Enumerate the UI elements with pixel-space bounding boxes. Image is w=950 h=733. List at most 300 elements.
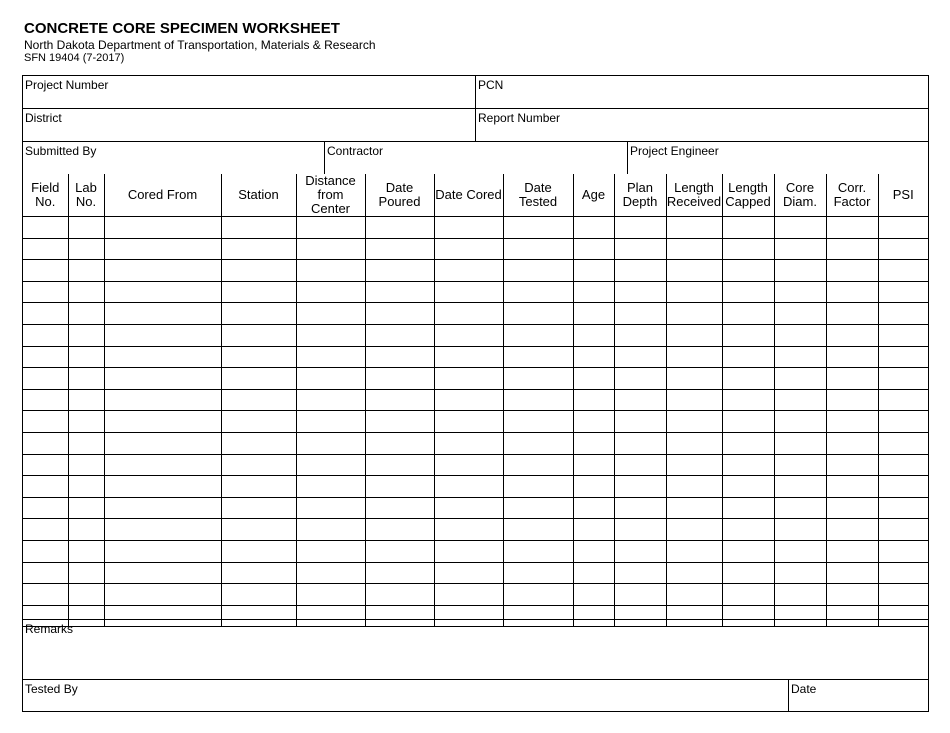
- table-cell[interactable]: [296, 260, 365, 282]
- table-cell[interactable]: [503, 519, 573, 541]
- table-cell[interactable]: [68, 497, 104, 519]
- table-cell[interactable]: [365, 497, 434, 519]
- table-cell[interactable]: [878, 389, 928, 411]
- table-cell[interactable]: [365, 217, 434, 239]
- remarks-field[interactable]: [23, 619, 928, 680]
- table-cell[interactable]: [104, 562, 221, 584]
- table-cell[interactable]: [23, 540, 68, 562]
- table-cell[interactable]: [573, 584, 614, 606]
- project-number-field[interactable]: [23, 76, 475, 108]
- table-cell[interactable]: [365, 346, 434, 368]
- table-cell[interactable]: [503, 411, 573, 433]
- table-cell[interactable]: [722, 519, 774, 541]
- table-cell[interactable]: [666, 238, 722, 260]
- date-field[interactable]: [788, 680, 928, 711]
- table-cell[interactable]: [296, 432, 365, 454]
- table-cell[interactable]: [614, 281, 666, 303]
- table-cell[interactable]: [104, 217, 221, 239]
- table-cell[interactable]: [614, 217, 666, 239]
- table-cell[interactable]: [68, 303, 104, 325]
- table-cell[interactable]: [614, 411, 666, 433]
- table-cell[interactable]: [774, 411, 826, 433]
- table-cell[interactable]: [614, 260, 666, 282]
- table-cell[interactable]: [23, 324, 68, 346]
- tested-by-field[interactable]: [23, 680, 788, 711]
- table-cell[interactable]: [666, 303, 722, 325]
- table-cell[interactable]: [221, 411, 296, 433]
- project-engineer-field[interactable]: [627, 142, 928, 174]
- table-cell[interactable]: [503, 324, 573, 346]
- table-cell[interactable]: [826, 411, 878, 433]
- contractor-label: Contractor: [327, 144, 384, 158]
- table-cell[interactable]: [573, 411, 614, 433]
- table-cell[interactable]: [826, 260, 878, 282]
- table-cell[interactable]: [666, 368, 722, 390]
- table-cell[interactable]: [614, 303, 666, 325]
- form-number: SFN 19404 (7-2017): [24, 52, 125, 64]
- table-cell[interactable]: [434, 411, 503, 433]
- table-cell[interactable]: [826, 389, 878, 411]
- table-cell[interactable]: [774, 238, 826, 260]
- worksheet-form: [22, 75, 929, 712]
- table-cell[interactable]: [221, 476, 296, 498]
- table-cell[interactable]: [68, 519, 104, 541]
- table-cell[interactable]: [878, 497, 928, 519]
- table-cell[interactable]: [68, 476, 104, 498]
- table-cell[interactable]: [23, 562, 68, 584]
- table-cell[interactable]: [614, 346, 666, 368]
- table-cell[interactable]: [826, 432, 878, 454]
- table-cell[interactable]: [878, 324, 928, 346]
- table-cell[interactable]: [573, 432, 614, 454]
- table-cell[interactable]: [296, 346, 365, 368]
- table-cell[interactable]: [296, 368, 365, 390]
- table-cell[interactable]: [23, 389, 68, 411]
- table-cell[interactable]: [503, 346, 573, 368]
- table-cell[interactable]: [434, 519, 503, 541]
- table-cell[interactable]: [296, 519, 365, 541]
- table-cell[interactable]: [826, 281, 878, 303]
- info-row-1: [23, 76, 928, 109]
- table-cell[interactable]: [68, 346, 104, 368]
- table-cell[interactable]: [774, 368, 826, 390]
- table-cell[interactable]: [68, 324, 104, 346]
- table-cell[interactable]: [221, 497, 296, 519]
- table-cell[interactable]: [23, 238, 68, 260]
- table-cell[interactable]: [878, 411, 928, 433]
- table-cell[interactable]: [614, 238, 666, 260]
- column-header-date-cored: Date Cored: [434, 174, 503, 217]
- table-cell[interactable]: [573, 519, 614, 541]
- table-cell[interactable]: [365, 476, 434, 498]
- table-cell[interactable]: [104, 497, 221, 519]
- table-cell[interactable]: [573, 260, 614, 282]
- table-cell[interactable]: [878, 562, 928, 584]
- table-cell[interactable]: [666, 584, 722, 606]
- table-cell[interactable]: [23, 368, 68, 390]
- table-cell[interactable]: [296, 476, 365, 498]
- table-cell[interactable]: [365, 540, 434, 562]
- table-cell[interactable]: [722, 389, 774, 411]
- table-cell[interactable]: [68, 217, 104, 239]
- table-cell[interactable]: [878, 519, 928, 541]
- table-cell[interactable]: [365, 238, 434, 260]
- table-cell[interactable]: [722, 217, 774, 239]
- table-cell[interactable]: [104, 584, 221, 606]
- table-cell[interactable]: [221, 238, 296, 260]
- table-cell[interactable]: [774, 324, 826, 346]
- table-cell[interactable]: [434, 432, 503, 454]
- table-cell[interactable]: [104, 540, 221, 562]
- table-cell[interactable]: [666, 476, 722, 498]
- table-cell[interactable]: [774, 562, 826, 584]
- table-cell[interactable]: [666, 454, 722, 476]
- table-cell[interactable]: [614, 497, 666, 519]
- table-row: [23, 476, 928, 498]
- project-engineer-label: Project Engineer: [630, 144, 719, 158]
- table-cell[interactable]: [774, 217, 826, 239]
- table-cell[interactable]: [104, 454, 221, 476]
- table-cell[interactable]: [221, 260, 296, 282]
- table-cell[interactable]: [614, 389, 666, 411]
- table-cell[interactable]: [666, 281, 722, 303]
- table-cell[interactable]: [365, 519, 434, 541]
- submitted-by-field[interactable]: [23, 142, 324, 174]
- table-cell[interactable]: [774, 432, 826, 454]
- report-number-field[interactable]: [475, 109, 928, 141]
- table-cell[interactable]: [503, 368, 573, 390]
- table-cell[interactable]: [221, 368, 296, 390]
- table-row: [23, 454, 928, 476]
- table-cell[interactable]: [573, 324, 614, 346]
- table-cell[interactable]: [104, 260, 221, 282]
- table-cell[interactable]: [878, 217, 928, 239]
- table-cell[interactable]: [221, 303, 296, 325]
- table-cell[interactable]: [23, 584, 68, 606]
- table-cell[interactable]: [722, 454, 774, 476]
- table-cell[interactable]: [23, 476, 68, 498]
- table-cell[interactable]: [296, 584, 365, 606]
- table-cell[interactable]: [666, 346, 722, 368]
- table-cell[interactable]: [23, 454, 68, 476]
- table-cell[interactable]: [23, 346, 68, 368]
- table-cell[interactable]: [722, 432, 774, 454]
- table-cell[interactable]: [434, 281, 503, 303]
- column-header-date-tested: Date Tested: [503, 174, 573, 217]
- table-cell[interactable]: [878, 238, 928, 260]
- table-cell[interactable]: [573, 476, 614, 498]
- table-cell[interactable]: [666, 217, 722, 239]
- table-cell[interactable]: [774, 519, 826, 541]
- table-cell[interactable]: [434, 389, 503, 411]
- table-cell[interactable]: [434, 346, 503, 368]
- table-cell[interactable]: [878, 346, 928, 368]
- table-cell[interactable]: [434, 562, 503, 584]
- table-cell[interactable]: [614, 562, 666, 584]
- table-cell[interactable]: [23, 217, 68, 239]
- table-cell[interactable]: [722, 324, 774, 346]
- table-cell[interactable]: [573, 497, 614, 519]
- table-cell[interactable]: [774, 346, 826, 368]
- table-cell[interactable]: [826, 368, 878, 390]
- table-cell[interactable]: [296, 389, 365, 411]
- table-cell[interactable]: [503, 584, 573, 606]
- table-cell[interactable]: [221, 584, 296, 606]
- table-cell[interactable]: [774, 497, 826, 519]
- table-cell[interactable]: [878, 540, 928, 562]
- table-cell[interactable]: [573, 389, 614, 411]
- table-cell[interactable]: [722, 540, 774, 562]
- table-cell[interactable]: [573, 562, 614, 584]
- table-cell[interactable]: [614, 454, 666, 476]
- table-cell[interactable]: [365, 260, 434, 282]
- table-cell[interactable]: [774, 476, 826, 498]
- table-cell[interactable]: [878, 432, 928, 454]
- table-cell[interactable]: [774, 540, 826, 562]
- table-cell[interactable]: [614, 368, 666, 390]
- table-cell[interactable]: [666, 497, 722, 519]
- table-cell[interactable]: [878, 454, 928, 476]
- table-cell[interactable]: [722, 368, 774, 390]
- column-header-corr-factor: Corr. Factor: [826, 174, 878, 217]
- table-cell[interactable]: [774, 454, 826, 476]
- table-cell[interactable]: [614, 519, 666, 541]
- table-cell[interactable]: [221, 454, 296, 476]
- table-cell[interactable]: [434, 584, 503, 606]
- table-cell[interactable]: [68, 562, 104, 584]
- table-cell[interactable]: [104, 411, 221, 433]
- table-cell[interactable]: [666, 411, 722, 433]
- contractor-field[interactable]: [324, 142, 627, 174]
- table-cell[interactable]: [104, 368, 221, 390]
- table-cell[interactable]: [104, 324, 221, 346]
- table-cell[interactable]: [296, 562, 365, 584]
- table-cell[interactable]: [68, 432, 104, 454]
- table-cell[interactable]: [503, 260, 573, 282]
- table-cell[interactable]: [365, 432, 434, 454]
- table-cell[interactable]: [722, 281, 774, 303]
- table-cell[interactable]: [878, 476, 928, 498]
- table-cell[interactable]: [434, 303, 503, 325]
- table-cell[interactable]: [826, 562, 878, 584]
- table-cell[interactable]: [774, 281, 826, 303]
- table-cell[interactable]: [826, 540, 878, 562]
- table-cell[interactable]: [503, 562, 573, 584]
- table-cell[interactable]: [365, 389, 434, 411]
- table-cell[interactable]: [434, 324, 503, 346]
- table-cell[interactable]: [826, 217, 878, 239]
- table-cell[interactable]: [722, 562, 774, 584]
- table-cell[interactable]: [826, 238, 878, 260]
- table-cell[interactable]: [68, 238, 104, 260]
- table-cell[interactable]: [68, 368, 104, 390]
- table-cell[interactable]: [296, 540, 365, 562]
- table-cell[interactable]: [434, 540, 503, 562]
- table-row: [23, 217, 928, 239]
- table-cell[interactable]: [826, 346, 878, 368]
- table-cell[interactable]: [722, 303, 774, 325]
- table-cell[interactable]: [104, 389, 221, 411]
- table-cell[interactable]: [434, 497, 503, 519]
- table-cell[interactable]: [722, 238, 774, 260]
- table-cell[interactable]: [573, 217, 614, 239]
- pcn-field[interactable]: [475, 76, 928, 108]
- table-cell[interactable]: [296, 217, 365, 239]
- table-cell[interactable]: [774, 389, 826, 411]
- table-cell[interactable]: [296, 454, 365, 476]
- table-cell[interactable]: [503, 238, 573, 260]
- table-cell[interactable]: [878, 281, 928, 303]
- table-cell[interactable]: [722, 476, 774, 498]
- table-cell[interactable]: [365, 411, 434, 433]
- table-cell[interactable]: [296, 411, 365, 433]
- table-cell[interactable]: [826, 476, 878, 498]
- table-cell[interactable]: [503, 432, 573, 454]
- table-cell[interactable]: [573, 238, 614, 260]
- table-cell[interactable]: [23, 432, 68, 454]
- table-cell[interactable]: [365, 303, 434, 325]
- table-cell[interactable]: [666, 540, 722, 562]
- table-cell[interactable]: [573, 303, 614, 325]
- table-cell[interactable]: [503, 389, 573, 411]
- table-cell[interactable]: [221, 540, 296, 562]
- table-cell[interactable]: [23, 303, 68, 325]
- table-header-row: [23, 174, 928, 217]
- table-cell[interactable]: [365, 368, 434, 390]
- table-cell[interactable]: [666, 432, 722, 454]
- table-cell[interactable]: [614, 432, 666, 454]
- table-cell[interactable]: [221, 217, 296, 239]
- table-cell[interactable]: [573, 368, 614, 390]
- table-cell[interactable]: [104, 303, 221, 325]
- table-cell[interactable]: [503, 454, 573, 476]
- table-cell[interactable]: [878, 260, 928, 282]
- table-cell[interactable]: [614, 324, 666, 346]
- table-cell[interactable]: [826, 324, 878, 346]
- table-cell[interactable]: [365, 562, 434, 584]
- table-cell[interactable]: [104, 519, 221, 541]
- table-cell[interactable]: [774, 260, 826, 282]
- table-cell[interactable]: [221, 281, 296, 303]
- table-cell[interactable]: [503, 540, 573, 562]
- table-cell[interactable]: [573, 281, 614, 303]
- table-cell[interactable]: [104, 281, 221, 303]
- table-cell[interactable]: [666, 562, 722, 584]
- table-cell[interactable]: [826, 497, 878, 519]
- table-cell[interactable]: [878, 584, 928, 606]
- table-cell[interactable]: [666, 519, 722, 541]
- table-cell[interactable]: [503, 476, 573, 498]
- table-cell[interactable]: [221, 562, 296, 584]
- table-cell[interactable]: [434, 217, 503, 239]
- info-row-2: [23, 109, 928, 142]
- table-cell[interactable]: [221, 432, 296, 454]
- table-cell[interactable]: [68, 281, 104, 303]
- table-cell[interactable]: [666, 324, 722, 346]
- table-cell[interactable]: [23, 411, 68, 433]
- table-cell[interactable]: [614, 476, 666, 498]
- table-row: [23, 260, 928, 282]
- table-cell[interactable]: [573, 454, 614, 476]
- table-cell[interactable]: [296, 497, 365, 519]
- table-cell[interactable]: [774, 584, 826, 606]
- table-cell[interactable]: [878, 303, 928, 325]
- table-cell[interactable]: [434, 476, 503, 498]
- table-cell[interactable]: [722, 497, 774, 519]
- table-cell[interactable]: [23, 519, 68, 541]
- table-cell[interactable]: [104, 238, 221, 260]
- table-cell[interactable]: [104, 432, 221, 454]
- table-cell[interactable]: [104, 476, 221, 498]
- table-cell[interactable]: [722, 584, 774, 606]
- table-cell[interactable]: [365, 324, 434, 346]
- table-cell[interactable]: [23, 260, 68, 282]
- table-cell[interactable]: [774, 303, 826, 325]
- table-cell[interactable]: [666, 260, 722, 282]
- table-cell[interactable]: [221, 519, 296, 541]
- table-cell[interactable]: [296, 281, 365, 303]
- table-cell[interactable]: [722, 346, 774, 368]
- table-cell[interactable]: [826, 519, 878, 541]
- table-cell[interactable]: [722, 411, 774, 433]
- table-cell[interactable]: [573, 346, 614, 368]
- table-cell[interactable]: [68, 411, 104, 433]
- table-cell[interactable]: [434, 260, 503, 282]
- table-cell[interactable]: [68, 540, 104, 562]
- table-cell[interactable]: [434, 238, 503, 260]
- form-title: CONCRETE CORE SPECIMEN WORKSHEET: [24, 20, 340, 37]
- table-cell[interactable]: [826, 454, 878, 476]
- table-cell[interactable]: [503, 217, 573, 239]
- table-cell[interactable]: [573, 540, 614, 562]
- table-cell[interactable]: [23, 497, 68, 519]
- table-cell[interactable]: [68, 454, 104, 476]
- column-header-core-diam: Core Diam.: [774, 174, 826, 217]
- table-cell[interactable]: [503, 281, 573, 303]
- table-cell[interactable]: [614, 584, 666, 606]
- table-cell[interactable]: [68, 260, 104, 282]
- table-cell[interactable]: [666, 389, 722, 411]
- table-cell[interactable]: [68, 584, 104, 606]
- table-cell[interactable]: [503, 497, 573, 519]
- table-cell[interactable]: [614, 540, 666, 562]
- district-field[interactable]: [23, 109, 475, 141]
- report-number-label: Report Number: [478, 111, 561, 125]
- table-cell[interactable]: [221, 324, 296, 346]
- table-cell[interactable]: [365, 584, 434, 606]
- table-cell[interactable]: [221, 389, 296, 411]
- table-cell[interactable]: [434, 368, 503, 390]
- table-cell[interactable]: [68, 389, 104, 411]
- table-cell[interactable]: [434, 454, 503, 476]
- table-cell[interactable]: [104, 346, 221, 368]
- table-cell[interactable]: [826, 303, 878, 325]
- table-cell[interactable]: [365, 454, 434, 476]
- table-cell[interactable]: [826, 584, 878, 606]
- table-cell[interactable]: [296, 324, 365, 346]
- table-row: [23, 303, 928, 325]
- pcn-label: PCN: [478, 78, 504, 92]
- table-cell[interactable]: [365, 281, 434, 303]
- table-cell[interactable]: [221, 346, 296, 368]
- table-cell[interactable]: [878, 368, 928, 390]
- table-cell[interactable]: [23, 281, 68, 303]
- info-row-3: [23, 142, 928, 174]
- table-cell[interactable]: [296, 303, 365, 325]
- table-cell[interactable]: [722, 260, 774, 282]
- table-cell[interactable]: [296, 238, 365, 260]
- table-cell[interactable]: [503, 303, 573, 325]
